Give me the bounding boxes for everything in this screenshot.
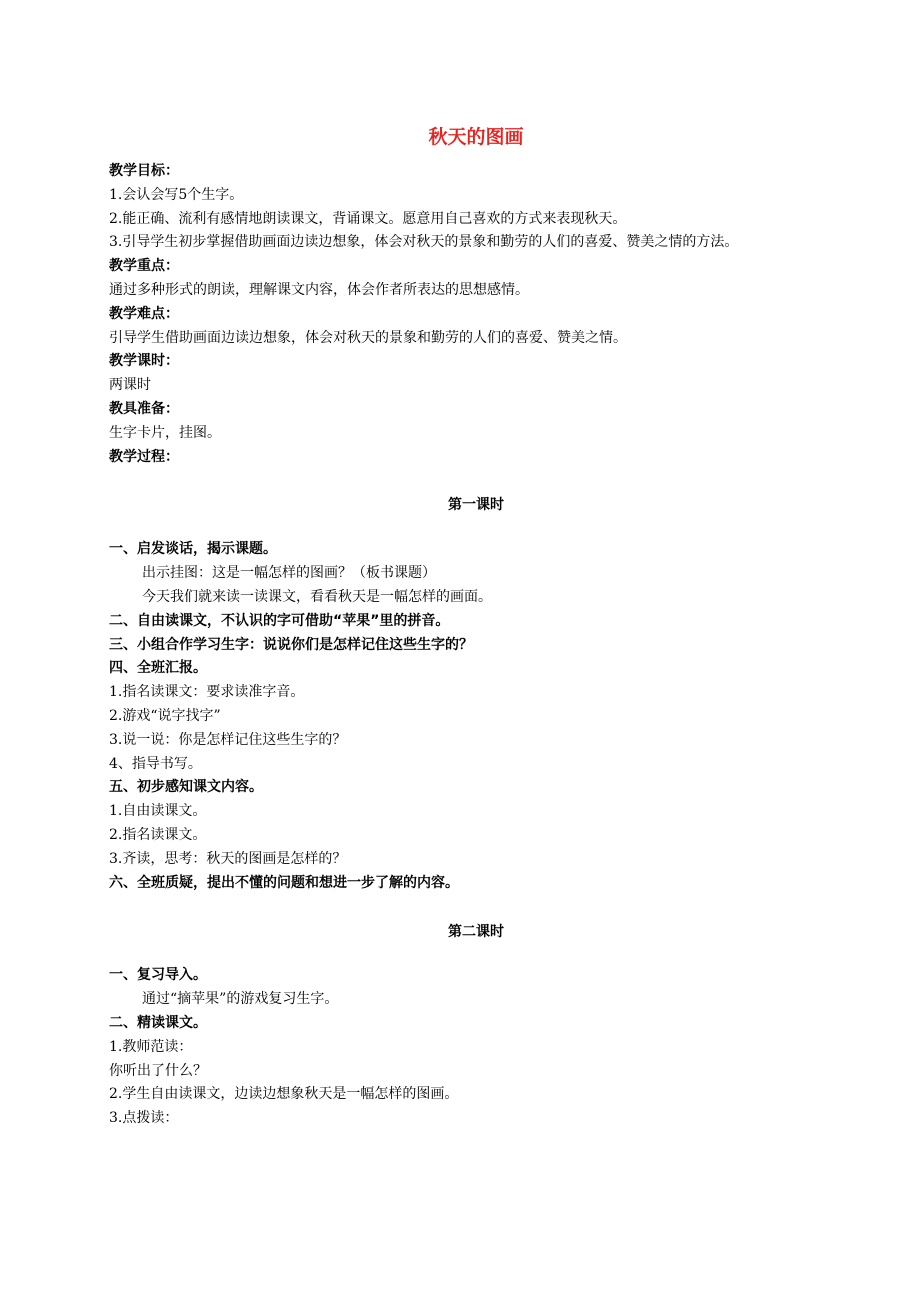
document-title: 秋天的图画 (428, 126, 524, 148)
step-item: 3.齐读，思考：秋天的图画是怎样的？ (109, 850, 347, 867)
step-heading: 一、启发谈话，揭示课题。 (109, 541, 277, 558)
step-heading: 一、复习导入。 (109, 967, 207, 984)
process-heading: 教学过程： (109, 448, 179, 465)
spacer (109, 517, 829, 538)
step-item: 3.说一说：你是怎样记住这些生字的？ (109, 731, 347, 748)
objective-item: 2.能正确、流利有感情地朗读课文，背诵课文。愿意用自己喜欢的方式来表现秋天。 (109, 210, 627, 227)
step-heading: 四、全班汇报。 (109, 660, 207, 677)
materials-text: 生字卡片，挂图。 (109, 424, 221, 441)
step-heading: 六、全班质疑，提出不懂的问题和想进一步了解的内容。 (109, 874, 459, 891)
spacer (109, 944, 829, 964)
step-item: 你听出了什么？ (109, 1062, 207, 1079)
objective-item: 3.引导学生初步掌握借助画面边读边想象，体会对秋天的景象和勤劳的人们的喜爱、赞美之情的方法。 (109, 234, 739, 251)
step-item: 2.学生自由读课文，边读边想象秋天是一幅怎样的图画。 (109, 1086, 459, 1103)
difficulties-heading: 教学难点： (109, 305, 179, 322)
key-points-text: 通过多种形式的朗读，理解课文内容，体会作者所表达的思想感情。 (109, 281, 529, 298)
step-item: 2.游戏“说字找字” (109, 707, 221, 724)
document-page (109, 124, 829, 1131)
step-line: 出示挂图：这是一幅怎样的图画？（板书课题） (142, 565, 436, 582)
lesson-two-section (109, 964, 829, 1131)
key-points-section (109, 255, 829, 303)
lesson-two-heading: 第二课时 (448, 924, 504, 941)
step-line: 今天我们就来读一读课文，看看秋天是一幅怎样的画面。 (142, 588, 492, 605)
objectives-section (109, 160, 829, 255)
objectives-heading: 教学目标： (109, 163, 179, 179)
step-item: 1.教师范读： (109, 1038, 193, 1055)
hours-text: 两课时 (109, 377, 151, 394)
step-heading: 三、小组合作学习生字：说说你们是怎样记住这些生字的？ (109, 636, 473, 653)
objective-item: 1.会认会写5个生字。 (109, 186, 244, 203)
step-heading: 二、自由读课文，不认识的字可借助“苹果”里的拼音。 (109, 612, 450, 629)
step-item: 1.指名读课文：要求读准字音。 (109, 684, 305, 701)
key-points-heading: 教学重点： (109, 258, 179, 275)
step-line: 通过“摘苹果”的游戏复习生字。 (142, 991, 339, 1008)
difficulties-section (109, 303, 829, 351)
difficulties-text: 引导学生借助画面边读边想象，体会对秋天的景象和勤劳的人们的喜爱、赞美之情。 (109, 329, 627, 346)
hours-section (109, 350, 829, 398)
step-item: 2.指名读课文。 (109, 826, 207, 843)
step-item: 4、指导书写。 (109, 755, 202, 772)
spacer (109, 469, 829, 493)
step-item: 1.自由读课文。 (109, 803, 207, 820)
step-heading: 二、精读课文。 (109, 1014, 207, 1031)
materials-heading: 教具准备： (109, 400, 179, 417)
step-item: 3.点拨读： (109, 1110, 179, 1127)
lesson-one-section (109, 538, 829, 895)
hours-heading: 教学课时： (109, 353, 179, 370)
spacer (109, 895, 829, 920)
materials-section (109, 398, 829, 446)
step-heading: 五、初步感知课文内容。 (109, 779, 263, 796)
lesson-one-heading: 第一课时 (448, 497, 504, 514)
